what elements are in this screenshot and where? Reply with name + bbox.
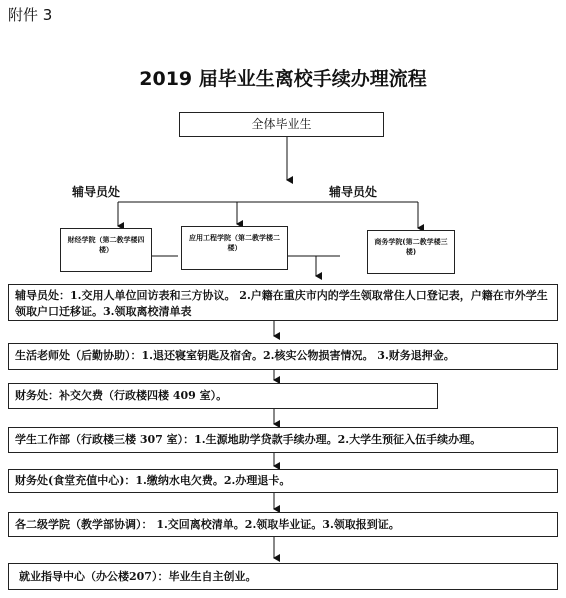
step-employment-center: 就业指导中心（办公楼207）：毕业生自主创业。: [8, 563, 558, 590]
step-finance-canteen: 财务处(食堂充值中心)：1.缴纳水电欠费。2.办理退卡。: [8, 469, 558, 493]
all-graduates-box: [179, 112, 384, 137]
counselor-label-right: 辅导员处: [329, 185, 378, 199]
step-counselor: 辅导员处：1.交用人单位回访表和三方协议。 2.户籍在重庆市内的学生领取常住人口登记表，户籍在市外学生领取户口迁移证。3.领取离校清单表: [8, 284, 558, 321]
page-title: 2019 届毕业生离校手续办理流程: [139, 68, 427, 90]
step-student-affairs: 学生工作部（行政楼三楼 307 室）：1.生源地助学贷款手续办理。2.大学生预征入伍手续办理。: [8, 427, 558, 453]
college-finance: 财经学院（第二教学楼四楼）: [60, 228, 152, 272]
attachment-label: 附件 3: [8, 6, 53, 24]
step-finance-arrears: 财务处：补交欠费（行政楼四楼 409 室）。: [8, 383, 438, 409]
counselor-label-left: 辅导员处: [72, 185, 121, 199]
step-dorm-teacher: 生活老师处（后勤协助）：1.退还寝室钥匙及宿舍。2.核实公物损害情况。 3.财务退押金。: [8, 343, 558, 370]
step-secondary-colleges: 各二级学院（教学部协调）： 1.交回离校清单。2.领取毕业证。3.领取报到证。: [8, 512, 558, 537]
college-applied-engineering: 应用工程学院（第二教学楼二楼）: [181, 226, 288, 270]
all-graduates-label: 全体毕业生: [251, 117, 312, 131]
college-business: 商务学院(第二教学楼三楼): [367, 230, 455, 274]
